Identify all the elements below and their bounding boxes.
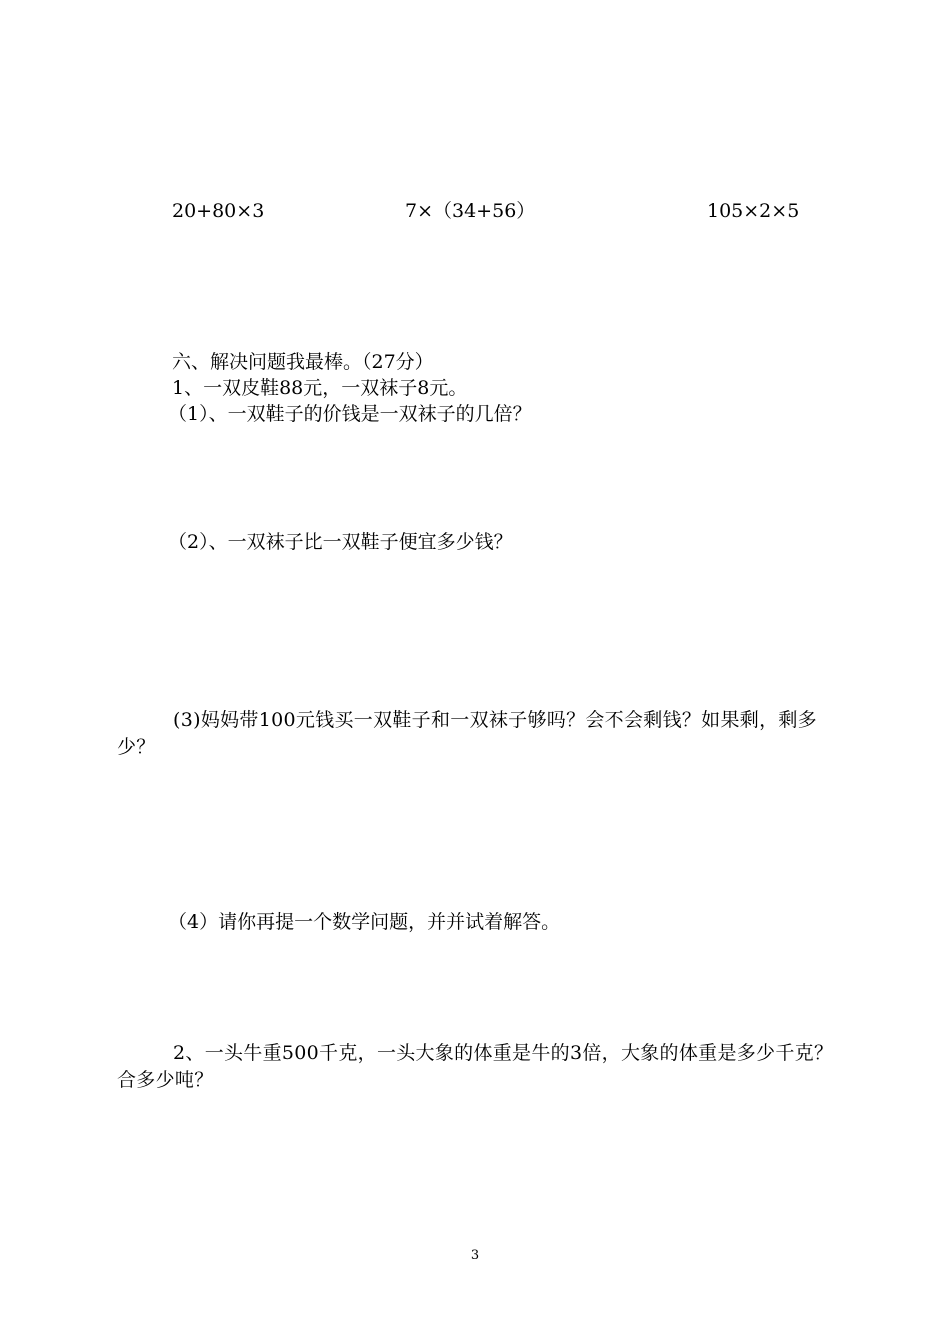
question-1-part-1: （1）、一双鞋子的价钱是一双袜子的几倍？ (168, 403, 532, 425)
expression-1: 20+80×3 (172, 200, 265, 222)
expression-2: 7×（34+56） (405, 200, 536, 222)
page-number: 3 (470, 1248, 480, 1263)
question-2: 2、一头牛重500千克，一头大象的体重是牛的3倍，大象的体重是多少千克？合多少吨？ (117, 1042, 834, 1091)
question-1-part-2: （2）、一双袜子比一双鞋子便宜多少钱？ (168, 531, 513, 553)
question-1-part-4: （4）请你再提一个数学问题，并并试着解答。 (168, 911, 561, 933)
question-1-stem: 1、一双皮鞋88元，一双袜子8元。 (172, 377, 468, 399)
question-1-part-3: (3)妈妈带100元钱买一双鞋子和一双袜子够吗？会不会剩钱？如果剩，剩多少？ (117, 709, 817, 758)
expression-3: 105×2×5 (707, 200, 800, 222)
section-heading: 六、解决问题我最棒。（27分） (172, 351, 434, 373)
